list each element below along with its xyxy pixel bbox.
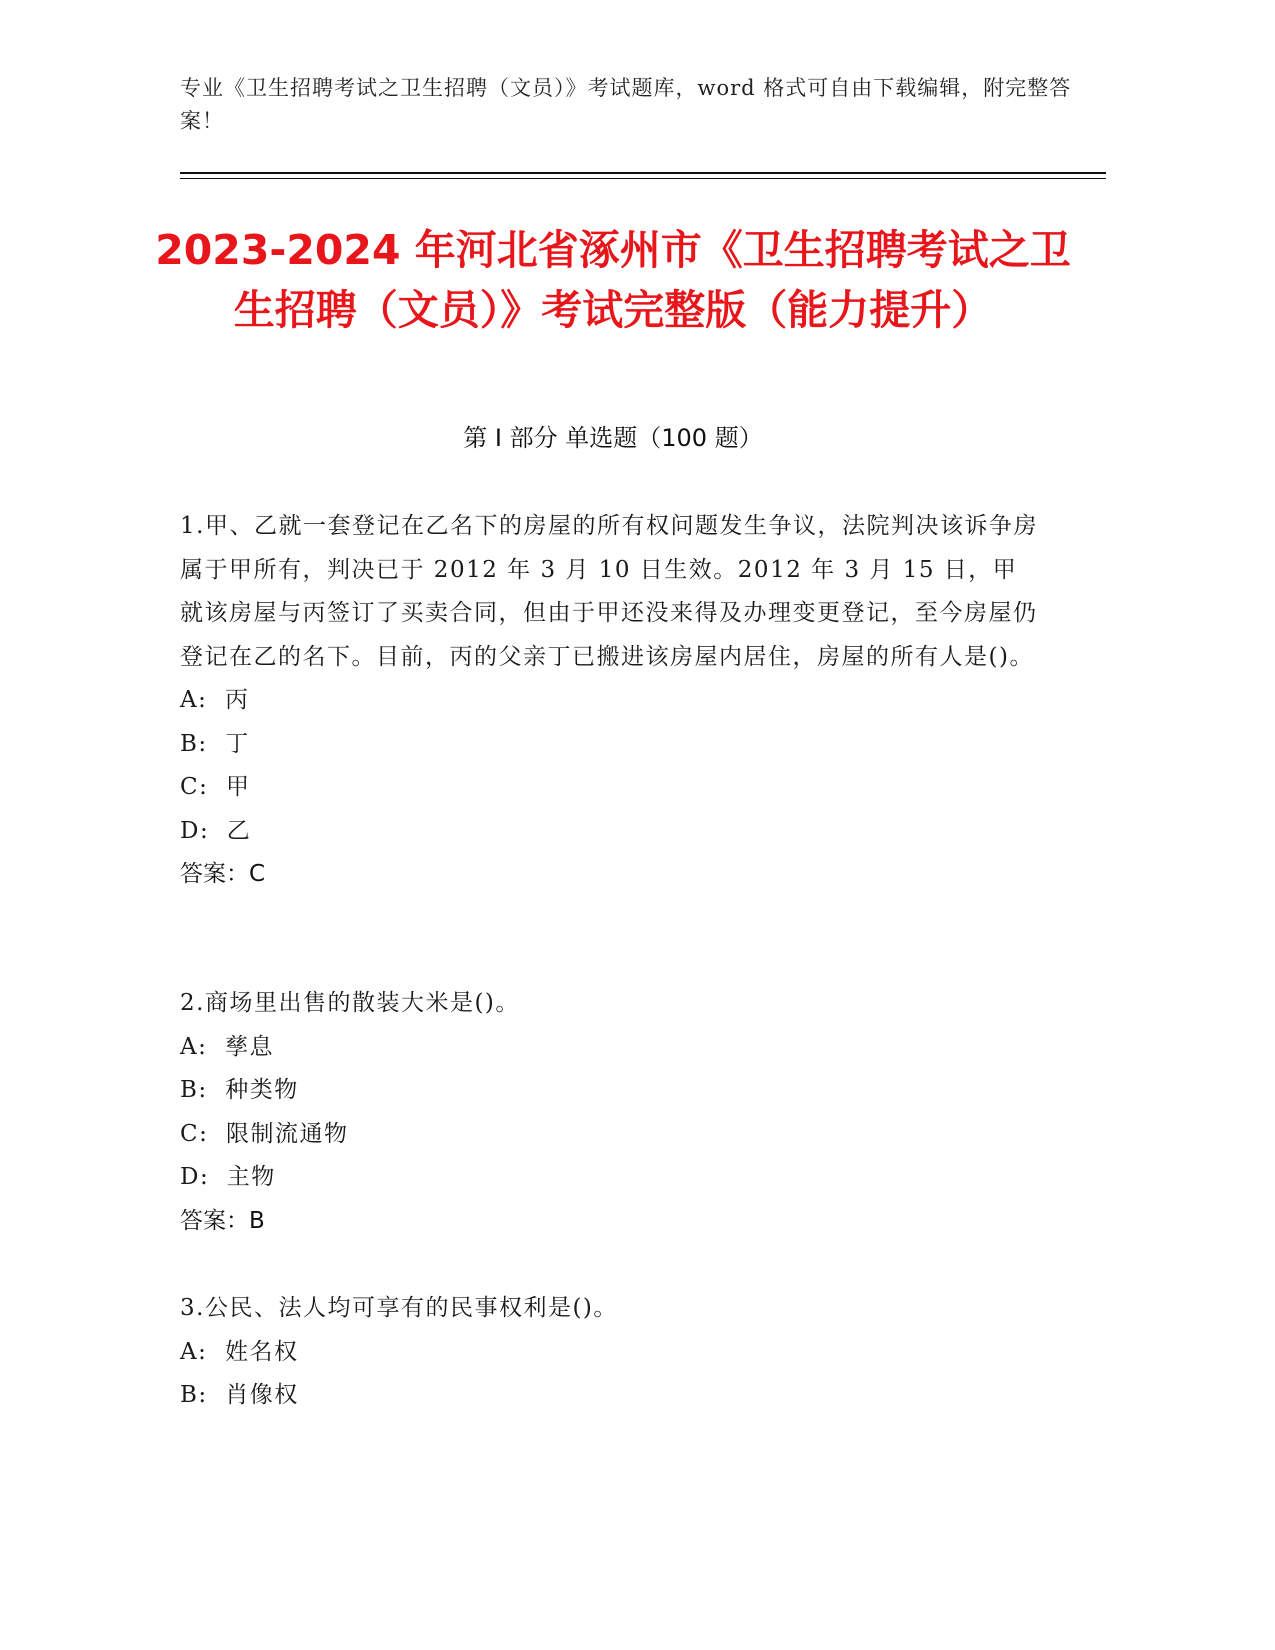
document-title: 2023-2024 年河北省涿州市《卫生招聘考试之卫生招聘（文员）》考试完整版（能力提升）: [155, 226, 1071, 334]
option-b: B: 丁: [180, 730, 250, 757]
header-divider-thick: [180, 172, 1106, 174]
option-a: A: 姓名权: [180, 1338, 299, 1365]
option-b: B: 肖像权: [180, 1382, 299, 1408]
answer-label: 答案：B: [180, 1207, 265, 1234]
option-b: B: 种类物: [180, 1077, 299, 1103]
question-stem: 1.甲、乙就一套登记在乙名下的房屋的所有权问题发生争议，法院判决该诉争房属于甲所有，判决已于 2012 年 3 月 10 日生效。2012 年 3 月 15 日，甲就该房屋与丙签订了买卖合同，但由于甲还没来得及办理变更登记，至今房屋仍登记在乙的名下。目前，丙的父亲丁已搬进该房屋内居住，房屋的所有人是()。: [180, 513, 1038, 670]
option-a: A: 丙: [180, 687, 250, 713]
section-title: 第 I 部分 单选题（100 题）: [463, 424, 763, 452]
option-c: C: 限制流通物: [180, 1120, 349, 1147]
question-1: [180, 505, 1040, 897]
header-divider-thin: [180, 178, 1106, 179]
option-d: D: 乙: [180, 817, 252, 844]
option-a: A: 孳息: [180, 1033, 274, 1060]
answer-label: 答案：C: [180, 861, 266, 887]
question-3: [180, 1287, 1040, 1418]
option-c: C: 甲: [180, 774, 251, 800]
option-d: D: 主物: [180, 1164, 276, 1190]
question-2: [180, 982, 1040, 1243]
question-stem: 3.公民、法人均可享有的民事权利是()。: [180, 1295, 618, 1321]
header-note: 专业《卫生招聘考试之卫生招聘（文员）》考试题库，word 格式可自由下载编辑，附完整答案！: [180, 76, 1072, 133]
question-stem: 2.商场里出售的散装大米是()。: [180, 990, 520, 1016]
